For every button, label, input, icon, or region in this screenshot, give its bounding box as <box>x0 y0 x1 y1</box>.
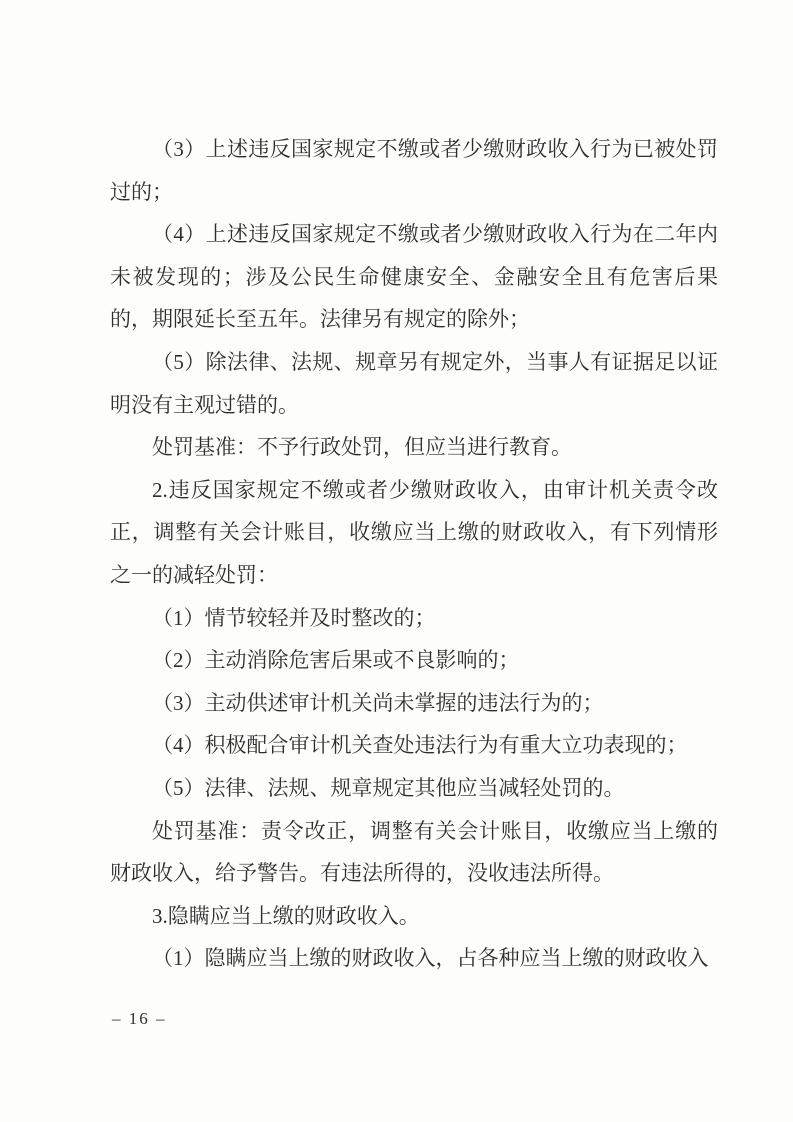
paragraph: （5）除法律、法规、规章另有规定外，当事人有证据足以证明没有主观过错的。 <box>110 349 718 417</box>
paragraph: 处罚基准：责令改正，调整有关会计账目，收缴应当上缴的财政收入，给予警告。有违法所得的，没收违法所得。 <box>110 818 718 886</box>
page-number: – 16 – <box>112 1009 167 1028</box>
paragraph: （3）主动供述审计机关尚未掌握的违法行为的； <box>152 690 604 715</box>
paragraph: 3.隐瞒应当上缴的财政收入。 <box>152 903 420 928</box>
paragraph: 2.违反国家规定不缴或者少缴财政收入，由审计机关责令改正，调整有关会计账目，收缴应当上缴的财政收入，有下列情形之一的减轻处罚： <box>110 477 718 587</box>
paragraph: （4）上述违反国家规定不缴或者少缴财政收入行为在二年内未被发现的；涉及公民生命健康安全、金融安全且有危害后果的，期限延长至五年。法律另有规定的除外； <box>110 222 718 332</box>
paragraph: （1）隐瞒应当上缴的财政收入，占各种应当上缴的财政收入 <box>152 946 709 971</box>
paragraph: （5）法律、法规、规章规定其他应当减轻处罚的。 <box>152 775 625 800</box>
document-body <box>110 128 718 980</box>
paragraph: （1）情节较轻并及时整改的； <box>152 605 436 630</box>
paragraph: （4）积极配合审计机关查处违法行为有重大立功表现的； <box>152 733 688 758</box>
paragraph: （3）上述违反国家规定不缴或者少缴财政收入行为已被处罚过的； <box>110 137 718 204</box>
paragraph: （2）主动消除危害后果或不良影响的； <box>152 648 520 673</box>
paragraph: 处罚基准：不予行政处罚，但应当进行教育。 <box>152 435 572 460</box>
